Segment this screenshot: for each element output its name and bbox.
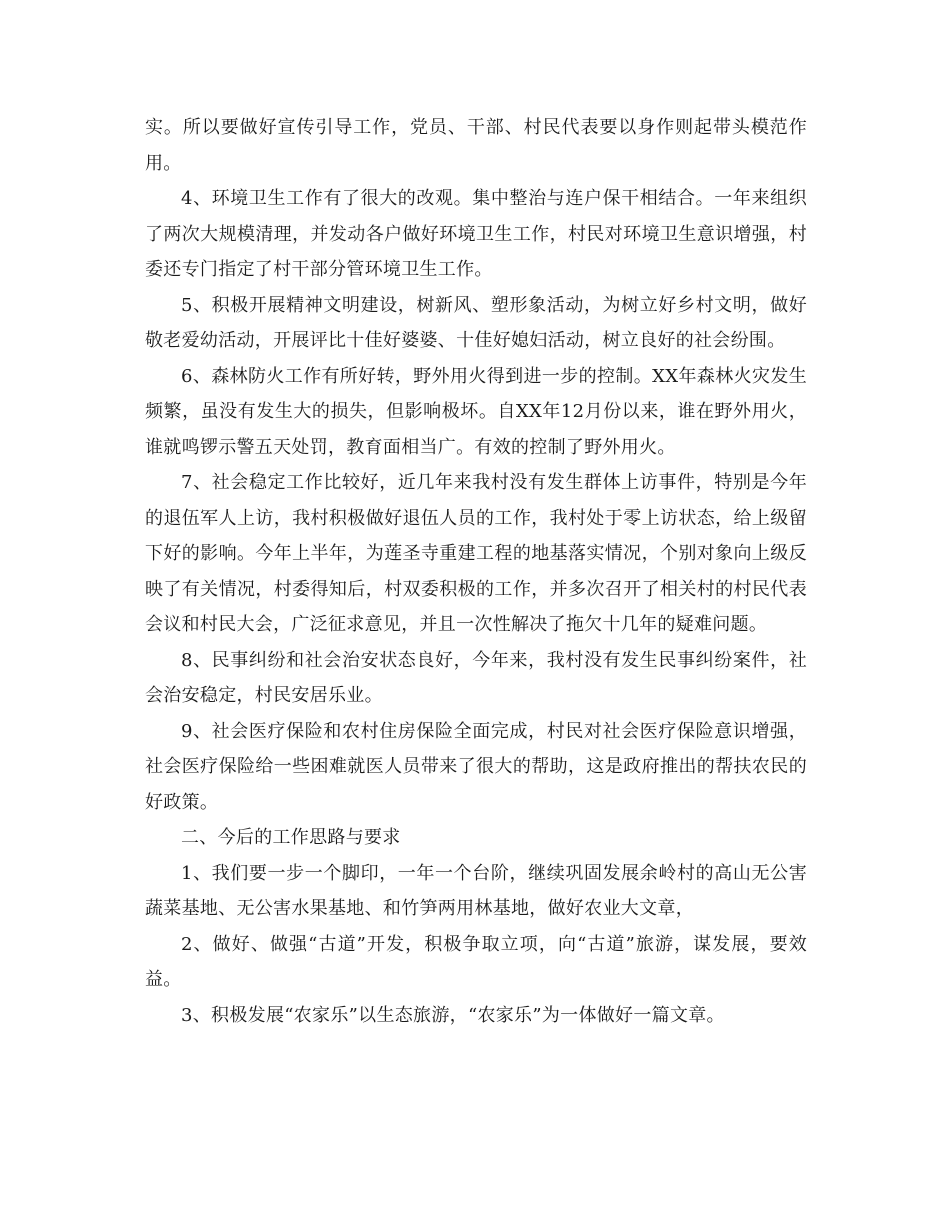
document-body — [145, 110, 807, 1033]
paragraph-item-4-sanitation: 4、环境卫生工作有了很大的改观。集中整治与连户保干相结合。一年来组织了两次大规模清理，并发动各户做好环境卫生工作，村民对环境卫生意识增强，村委还专门指定了村干部分管环境卫生工作。 — [145, 188, 807, 280]
paragraph-continuation: 实。所以要做好宣传引导工作，党员、干部、村民代表要以身作则起带头模范作用。 — [145, 117, 807, 174]
paragraph-item-9-insurance: 9、社会医疗保险和农村住房保险全面完成，村民对社会医疗保险意识增强，社会医疗保险给一些困难就医人员带来了很大的帮助，这是政府推出的帮扶农民的好政策。 — [145, 720, 807, 813]
paragraph-plan-3-farmhouse: 3、积极发展“农家乐”以生态旅游，“农家乐”为一体做好一篇文章。 — [181, 1004, 725, 1026]
paragraph-item-5-civilization: 5、积极开展精神文明建设，树新风、塑形象活动，为树立好乡村文明，做好敬老爱幼活动，开展评比十佳好婆婆、十佳好媳妇活动，树立良好的社会纷围。 — [145, 294, 807, 351]
section-heading-future-work: 二、今后的工作思路与要求 — [181, 827, 401, 848]
paragraph-plan-2-ancient-road: 2、做好、做强“古道”开发，积极争取立项，向“古道”旅游，谋发展，要效益。 — [145, 933, 807, 990]
paragraph-plan-1-agriculture: 1、我们要一步一个脚印，一年一个台阶，继续巩固发展余岭村的高山无公害蔬菜基地、无公害水果基地、和竹笋两用林基地，做好农业大文章， — [145, 862, 807, 919]
paragraph-item-6-fire-prevention: 6、森林防火工作有所好转，野外用火得到进一步的控制。XX年森林火灾发生频繁，虽没有发生大的损失，但影响极坏。自XX年12月份以来，谁在野外用火，谁就鸣锣示警五天处罚，教育面相当广。有效的控制了野外用火。 — [145, 365, 807, 458]
paragraph-item-8-civil-disputes: 8、民事纠纷和社会治安状态良好，今年来，我村没有发生民事纠纷案件，社会治安稳定，村民安居乐业。 — [145, 649, 807, 706]
paragraph-item-7-social-stability: 7、社会稳定工作比较好，近几年来我村没有发生群体上访事件，特别是今年的退伍军人上访，我村积极做好退伍人员的工作，我村处于零上访状态，给上级留下好的影响。今年上半年，为莲圣寺重建工程的地基落实情况，个别对象向上级反映了有关情况，村委得知后，村双委积极的工作，并多次召开了相关村的村民代表会议和村民大会，广泛征求意见，并且一次性解决了拖欠十几年的疑难问题。 — [145, 472, 807, 635]
